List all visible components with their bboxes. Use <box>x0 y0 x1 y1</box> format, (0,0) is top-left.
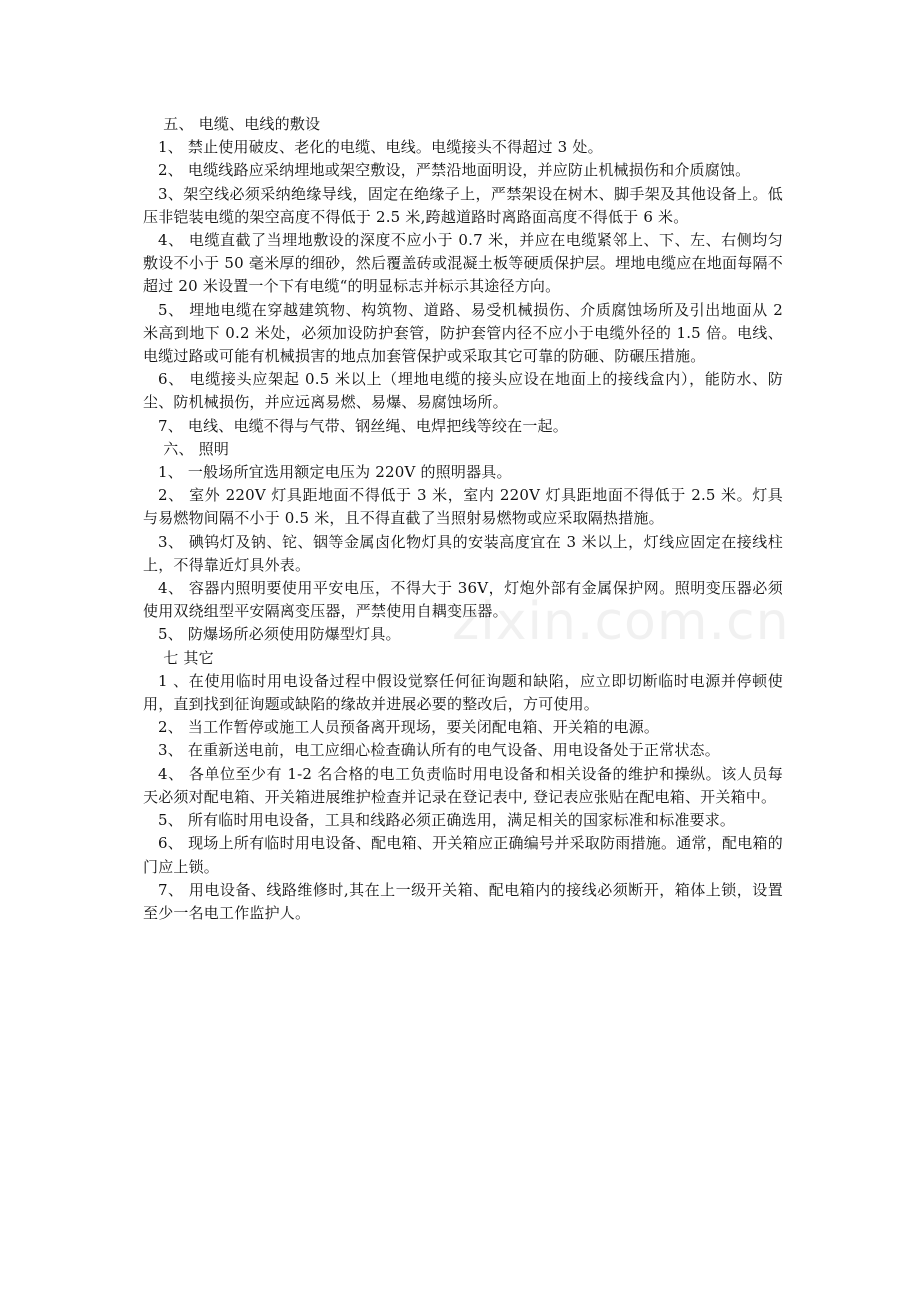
paragraph-lighting-5: 5、 防爆场所必须使用防爆型灯具。 <box>158 625 401 644</box>
paragraph-cable-2: 2、 电缆线路应采纳埋地或架空敷设，严禁沿地面明设，并应防止机械损伤和介质腐蚀。 <box>158 161 751 180</box>
section-heading-cable-laying: 五、 电缆、电线的敷设 <box>163 115 321 133</box>
paragraph-other-7: 7、 用电设备、线路维修时,其在上一级开关箱、配电箱内的接线必须断开，箱体上锁，设置至少一名电工作监护人。 <box>143 880 783 922</box>
watermark-text: zixin.com.cn <box>452 592 790 652</box>
paragraph-lighting-1: 1、 一般场所宜选用额定电压为 220V 的照明器具。 <box>158 463 512 482</box>
paragraph-lighting-2: 2、 室外 220V 灯具距地面不得低于 3 米，室内 220V 灯具距地面不得低于 2.5 米。灯具与易燃物间隔不小于 0.5 米，且不得直截了当照射易燃物或应采取隔热措施。 <box>143 486 783 528</box>
section-heading-lighting: 六、 照明 <box>163 439 230 458</box>
paragraph-cable-5: 5、 埋地电缆在穿越建筑物、构筑物、道路、易受机械损伤、介质腐蚀场所及引出地面从 2 米高到地下 0.2 米处，必须加设防护套管，防护套管内径不应小于电缆外径的 1.5 倍。电线、电缆过路或可能有机械损害的地点加套管保护或采取其它可靠的防砸、防碾压措施。 <box>143 300 783 366</box>
paragraph-lighting-3: 3、 碘钨灯及钠、铊、铟等金属卤化物灯具的安装高度宜在 3 米以上，灯线应固定在接线柱上，不得靠近灯具外表。 <box>143 532 783 574</box>
paragraph-cable-7: 7、 电线、电缆不得与气带、钢丝绳、电焊把线等绞在一起。 <box>158 416 568 435</box>
paragraph-other-2: 2、 当工作暂停或施工人员预备离开现场，要关闭配电箱、开关箱的电源。 <box>158 718 660 737</box>
paragraph-other-4: 4、 各单位至少有 1-2 名合格的电工负责临时用电设备和相关设备的维护和操纵。该人员每天必须对配电箱、开关箱进展维护检查并记录在登记表中, 登记表应张贴在配电箱、开关箱中。 <box>143 764 783 806</box>
document-body <box>143 113 783 925</box>
paragraph-cable-4: 4、 电缆直截了当埋地敷设的深度不应小于 0.7 米，并应在电缆紧邻上、下、左、右侧均匀敷设不小于 50 毫米厚的细砂，然后覆盖砖或混凝土板等硬质保护层。埋地电缆应在地面每隔不超过 20 米设置一个下有电缆“的明显标志并标示其途径方向。 <box>143 231 783 296</box>
paragraph-cable-3: 3、架空线必须采纳绝缘导线，固定在绝缘子上，严禁架设在树木、脚手架及其他设备上。低压非铠装电缆的架空高度不得低于 2.5 米,跨越道路时离路面高度不得低于 6 米。 <box>143 184 783 226</box>
paragraph-other-6: 6、 现场上所有临时用电设备、配电箱、开关箱应正确编号并采取防雨措施。通常，配电箱的门应上锁。 <box>143 834 783 876</box>
paragraph-cable-6: 6、 电缆接头应架起 0.5 米以上（埋地电缆的接头应设在地面上的接线盒内），能防水、防尘、防机械损伤，并应远离易燃、易爆、易腐蚀场所。 <box>143 370 783 412</box>
paragraph-lighting-4: 4、 容器内照明要使用平安电压，不得大于 36V，灯炮外部有金属保护网。照明变压器必须使用双绕组型平安隔离变压器，严禁使用自耦变压器。 <box>143 579 783 621</box>
paragraph-cable-1: 1、 禁止使用破皮、老化的电缆、电线。电缆接头不得超过 3 处。 <box>158 138 603 157</box>
section-heading-other: 七 其它 <box>163 648 214 667</box>
paragraph-other-1: 1 、在使用临时用电设备过程中假设觉察任何征询题和缺陷，应立即切断临时电源并停顿使用，直到找到征询题或缺陷的缘故并进展必要的整改后，方可使用。 <box>143 671 783 714</box>
paragraph-other-5: 5、 所有临时用电设备，工具和线路必须正确选用，满足相关的国家标准和标准要求。 <box>158 811 736 830</box>
paragraph-other-3: 3、 在重新送电前，电工应细心检查确认所有的电气设备、用电设备处于正常状态。 <box>158 741 720 760</box>
